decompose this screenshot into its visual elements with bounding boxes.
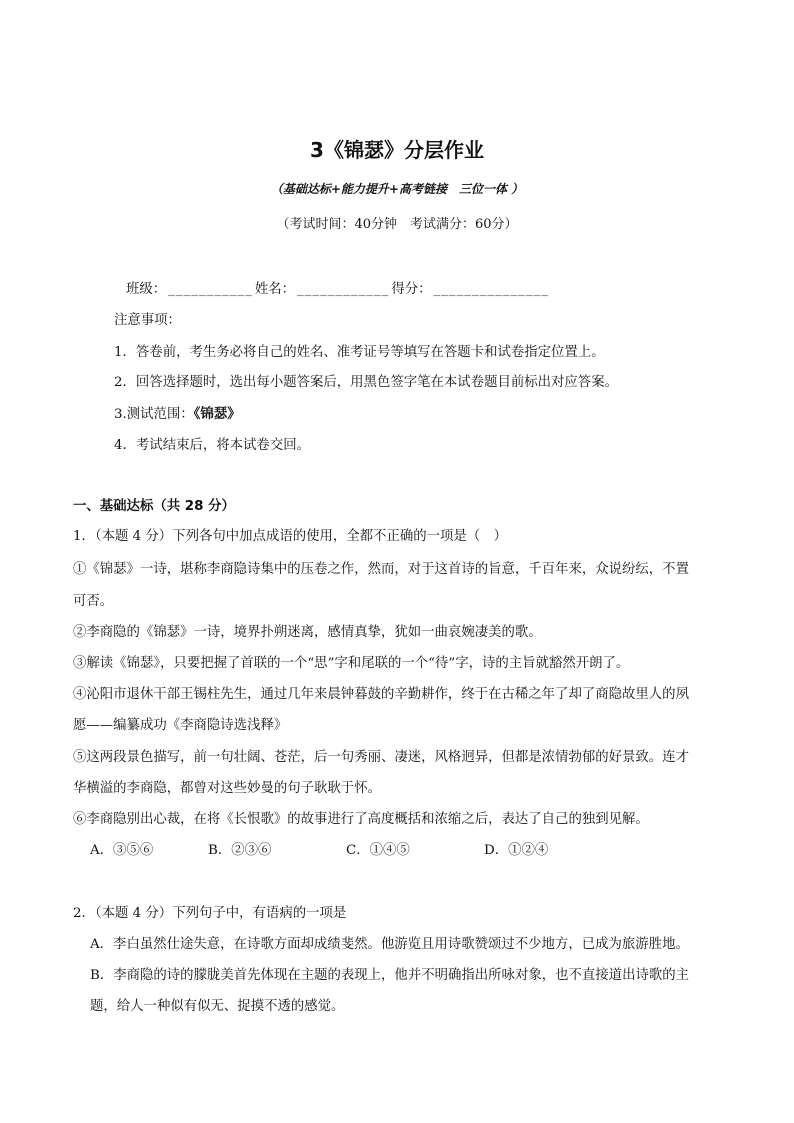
option-a[interactable]: A．③⑤⑥ [90, 843, 154, 858]
page-subtitle: （基础达标+能力提升+高考链接 三位一体 ） [270, 182, 524, 196]
score-blank[interactable]: _______________ [433, 282, 549, 297]
section-heading-basic: 一、基础达标（共 28 分） [73, 499, 235, 514]
question-1-sentence-1: ①《锦瑟》一诗，堪称李商隐诗集中的压卷之作，然而，对于这首诗的旨意，千百年来，众说纷纭，不置 [73, 562, 689, 577]
score-label: 得分： [391, 282, 432, 297]
question-1-sentence-5-cont: 华横溢的李商隐，都曾对这些妙曼的句子耿耿于怀。 [73, 781, 381, 796]
question-2-option-b[interactable]: B．李商隐的诗的朦胧美首先体现在主题的表现上，他并不明确指出所咏对象，也不直接道出诗歌的主 [90, 968, 690, 983]
name-blank[interactable]: ____________ [297, 282, 390, 297]
notice-item-3-value: 《锦瑟》 [193, 406, 241, 422]
page-title: 3《锦瑟》分层作业 [310, 138, 484, 162]
question-1-sentence-2: ②李商隐的《锦瑟》一诗，境界扑朔迷离，感情真挚，犹如一曲哀婉凄美的歌。 [73, 625, 542, 640]
name-label: 姓名： [254, 282, 295, 297]
option-c[interactable]: C．①④⑤ [346, 843, 410, 858]
question-1-stem: 1．（本题 4 分）下列各句中加点成语的使用，全都不正确的一项是（ ） [73, 529, 507, 544]
question-2-option-a[interactable]: A．李白虽然仕途失意，在诗歌方面却成绩斐然。他游览且用诗歌赞颂过不少地方，已成为旅游胜地。 [90, 937, 689, 952]
notice-item-3-prefix: 3.测试范围： [114, 407, 194, 422]
question-1-sentence-6: ⑥李商隐别出心裁，在将《长恨歌》的故事进行了高度概括和浓缩之后，表达了自己的独到见解。 [73, 812, 649, 827]
exam-time-info: （考试时间：40分钟 考试满分：60分） [276, 217, 518, 232]
notice-item-1: 1．答卷前，考生务必将自己的姓名、准考证号等填写在答题卡和试卷指定位置上。 [114, 345, 605, 360]
notice-item-2: 2．回答选择题时，选出每小题答案后，用黑色签字笔在本试卷题目前标出对应答案。 [114, 375, 618, 390]
question-2-option-b-cont: 题，给人一种似有似无、捉摸不透的感觉。 [90, 999, 345, 1014]
question-1-sentence-4-cont: 愿——编纂成功《李商隐诗选浅释》 [73, 718, 288, 733]
notice-item-4: 4．考试结束后，将本试卷交回。 [114, 438, 310, 453]
option-d[interactable]: D．①②④ [484, 843, 549, 858]
question-1-sentence-5: ⑤这两段景色描写，前一句壮阔、苍茫，后一句秀丽、凄迷，风格迥异，但都是浓情勃郁的好景致。连才 [73, 750, 689, 765]
student-info-line [126, 281, 551, 299]
notice-heading: 注意事项： [114, 313, 181, 328]
class-blank[interactable]: ___________ [168, 282, 253, 297]
question-1-options [90, 842, 548, 860]
question-2-stem: 2．（本题 4 分）下列句子中，有语病的一项是 [73, 906, 347, 921]
notice-item-3 [114, 405, 241, 424]
question-1-sentence-3: ③解读《锦瑟》，只要把握了首联的一个“思”字和尾联的一个“待”字，诗的主旨就豁然开朗了。 [73, 656, 630, 671]
question-1-sentence-4: ④沁阳市退休干部王锡柱先生，通过几年来晨钟暮鼓的辛勤耕作，终于在古稀之年了却了商隐故里人的夙 [73, 687, 689, 702]
question-1-sentence-1-cont: 可否。 [73, 594, 114, 609]
option-b[interactable]: B．②③⑥ [208, 843, 272, 858]
class-label: 班级： [126, 282, 167, 297]
